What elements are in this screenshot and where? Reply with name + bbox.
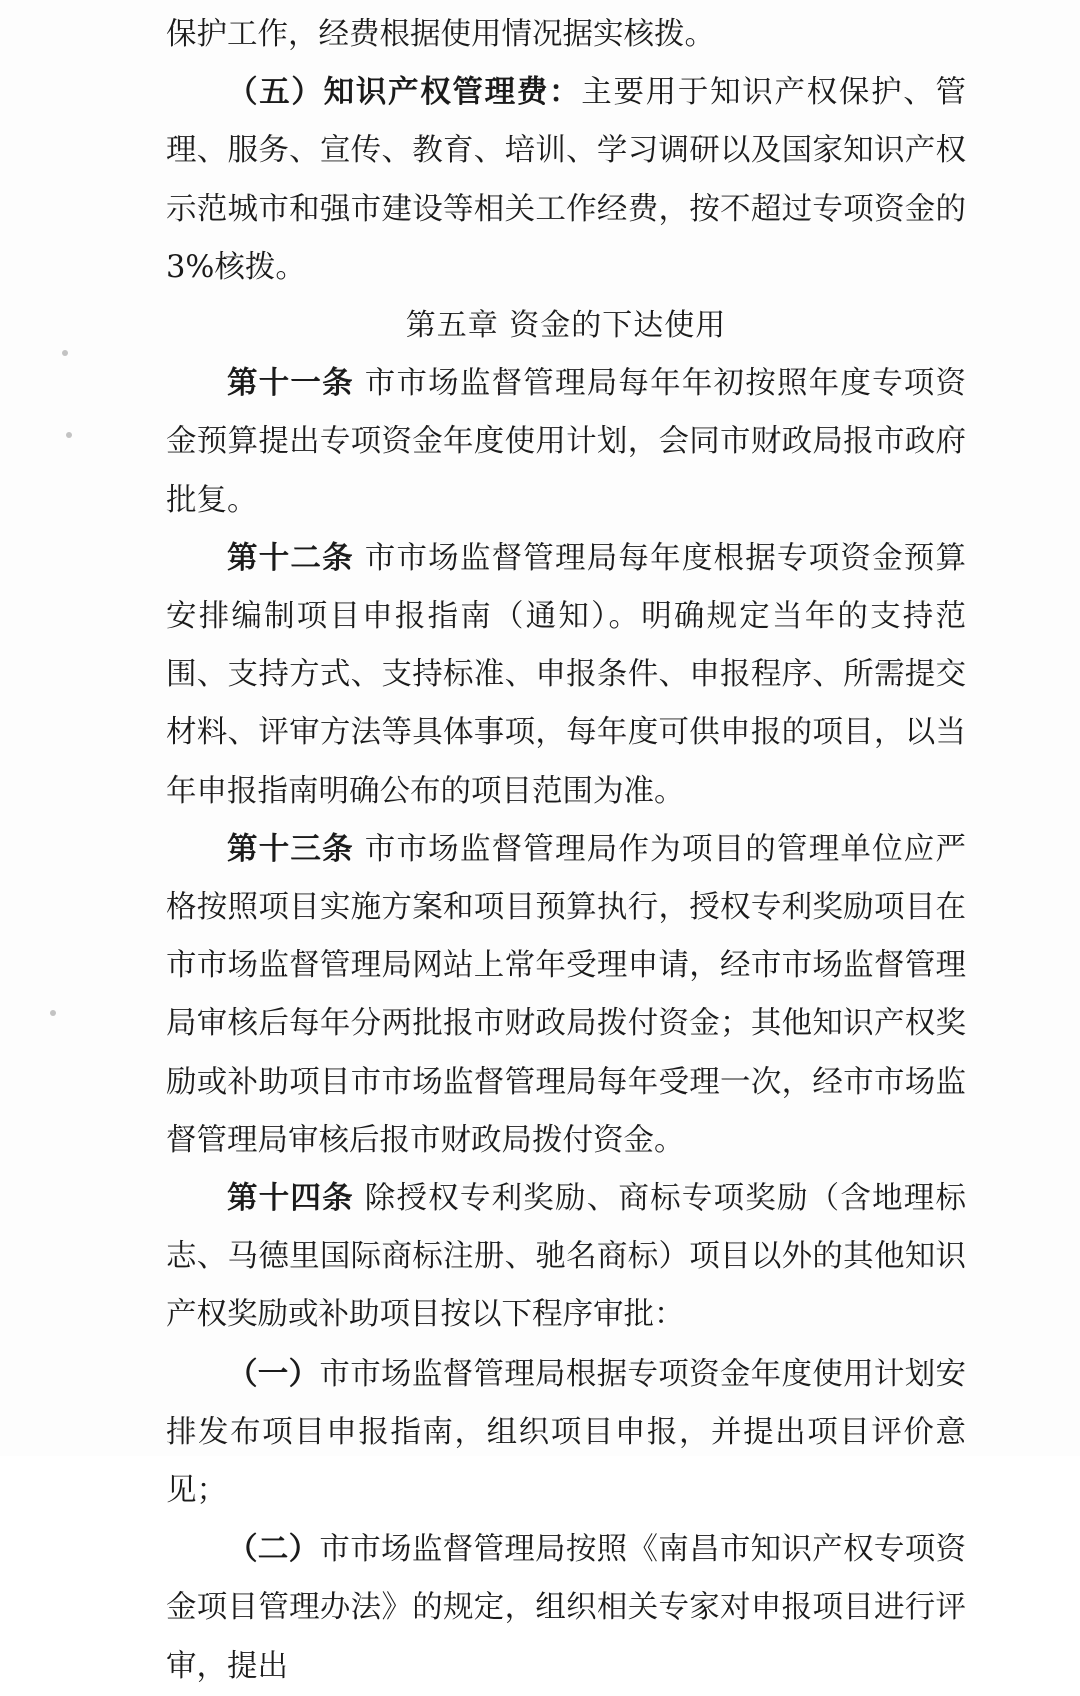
article-text: 除授权专利奖励、商标专项奖励（含地理标志、马德里国际商标注册、驰名商标）项目以外的其他知识产权奖励或补助项目按以下程序审批： bbox=[166, 1181, 967, 1333]
paragraph-text: 保护工作，经费根据使用情况据实核拨。 bbox=[166, 17, 715, 52]
scan-speck bbox=[50, 1010, 56, 1016]
scan-speck bbox=[62, 350, 68, 356]
article-14 bbox=[166, 1170, 966, 1345]
scan-speck bbox=[66, 432, 72, 438]
article-heading: 第十四条 bbox=[227, 1181, 354, 1217]
list-item-marker: （二） bbox=[227, 1531, 320, 1568]
chapter-title: 第五章 资金的下达使用 bbox=[405, 308, 727, 344]
list-item-1 bbox=[166, 1345, 966, 1521]
article-13 bbox=[166, 821, 966, 1170]
article-12 bbox=[166, 530, 966, 821]
article-heading: 第十一条 bbox=[227, 366, 354, 402]
paragraph-text: 主要用于知识产权保护、管理、服务、宣传、教育、培训、学习调研以及国家知识产权示范城市和强市建设等相关工作经费，按不超过专项资金的 3%核拨。 bbox=[166, 75, 966, 285]
article-11 bbox=[166, 355, 966, 530]
article-text: 市市场监督管理局每年年初按照年度专项资金预算提出专项资金年度使用计划，会同市财政局报市政府批复。 bbox=[166, 366, 967, 518]
article-text: 市市场监督管理局每年度根据专项资金预算安排编制项目申报指南（通知）。明确规定当年的支持范围、支持方式、支持标准、申报条件、申报程序、所需提交材料、评审方法等具体事项，每年度可供申报的项目，以当年申报指南明确公布的项目范围为准。 bbox=[166, 540, 967, 809]
article-heading: 第十二条 bbox=[227, 540, 354, 576]
list-item-text: 市市场监督管理局根据专项资金年度使用计划安排发布项目申报指南，组织项目申报，并提出项目评价意见； bbox=[166, 1356, 967, 1509]
document-body bbox=[166, 6, 966, 1696]
list-item-2 bbox=[166, 1520, 966, 1696]
paragraph-ip-management-fee bbox=[166, 64, 966, 297]
list-item-text: 市市场监督管理局按照《南昌市知识产权专项资金项目管理办法》的规定，组织相关专家对申报项目进行评审，提出 bbox=[166, 1532, 967, 1684]
item-heading: （五）知识产权管理费： bbox=[227, 75, 582, 111]
article-text: 市市场监督管理局作为项目的管理单位应严格按照项目实施方案和项目预算执行，授权专利奖励项目在市市场监督管理局网站上常年受理申请，经市市场监督管理局审核后每年分两批报市财政局拨付资金；其他知识产权奖励或补助项目市市场监督管理局每年受理一次，经市市场监督管理局审核后报市财政局拨付资金。 bbox=[166, 831, 967, 1158]
article-heading: 第十三条 bbox=[227, 831, 354, 867]
list-item-marker: （一） bbox=[227, 1355, 320, 1392]
paragraph-continuation bbox=[166, 6, 966, 64]
